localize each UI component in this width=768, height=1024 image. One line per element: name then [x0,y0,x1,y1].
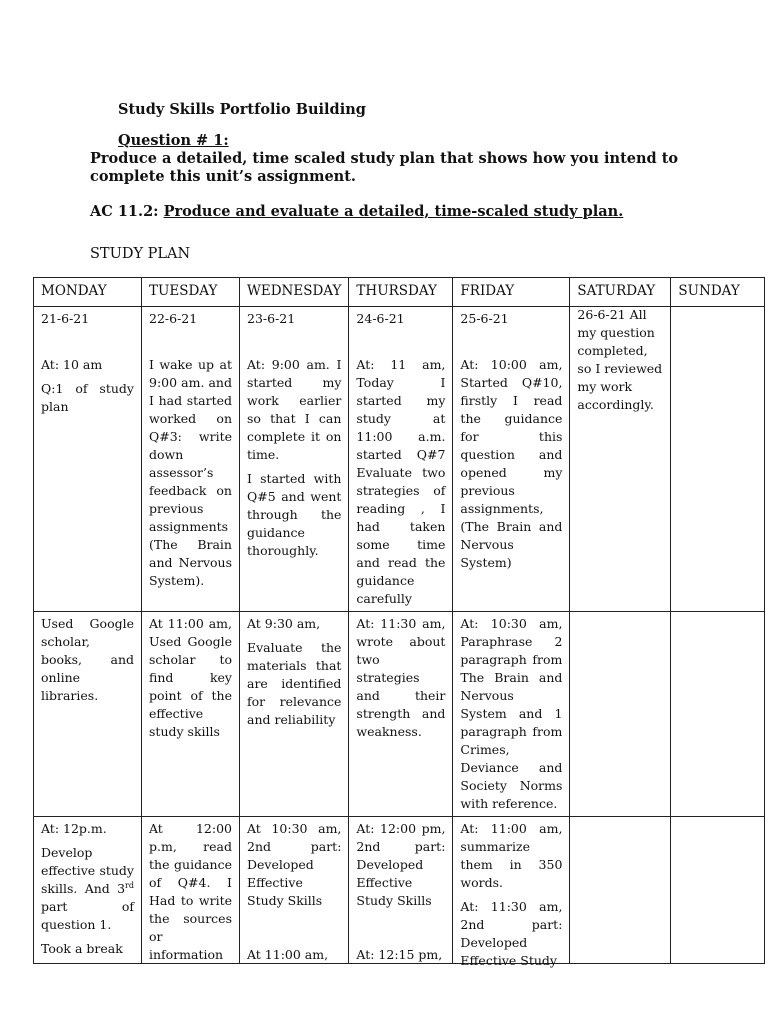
cell-tue-r1 [142,307,240,612]
header-monday: MONDAY [34,278,142,307]
cell-text: At 11:00 am, [247,947,329,962]
table-row [34,612,765,817]
time-text: At 9:30 am, [247,616,321,631]
cell-tue-r2 [142,612,240,817]
study-plan-table [33,277,765,968]
time-text: At: 10 am [41,357,103,372]
date-text: 24-6-21 [356,311,405,326]
cell-text: At: 12:15 pm, [356,947,443,962]
cell-text: I wake up at 9:00 am. and I had started worked on Q#3: write down assessor’s feedback on previous assignments (The Brain and Nervous System). [149,357,232,588]
table-row [34,307,765,612]
cell-text: At: 11:30 am, 2nd part: Developed Effective Study [460,899,563,968]
cell-sat-r2 [570,612,671,817]
cell-text: At 11:00 am, Used Google scholar to find key point of the effective study skills [149,616,232,739]
date-text: 25-6-21 [460,311,509,326]
cell-thu-r3 [349,817,453,964]
ac-label: AC 11.2: [90,203,164,220]
study-plan-label: STUDY PLAN [90,246,191,262]
header-friday: FRIDAY [453,278,570,307]
cell-text: I started with Q#5 and went through the guidance thoroughly. [247,471,342,558]
cell-text: At: 10:00 am, Started Q#10, firstly I read the guidance for this question and opened my previous assignments, (The Brain and Nervous System) [460,357,563,570]
cell-text: At: 10:30 am, Paraphrase 2 paragraph from The Brain and Nervous System and 1 paragraph from Crimes, Deviance and Society Norms with reference. [460,616,563,811]
table-header-row [34,278,765,307]
cell-text: At: 11 am, Today I started my study at 11:00 a.m. started Q#7 Evaluate two strategies of reading , I had taken some time and read the guidance carefully [356,357,446,606]
cell-text: At: 11:30 am, wrote about two strategies and their strength and weakness. [356,616,446,739]
superscript: rd [125,880,134,890]
header-thursday: THURSDAY [349,278,453,307]
question-heading: Question # 1: [118,132,229,149]
date-text: 23-6-21 [247,311,296,326]
cell-sat-r3 [570,817,671,964]
cell-mon-r3 [34,817,142,964]
cell-wed-r3 [240,817,349,964]
header-tuesday: TUESDAY [142,278,240,307]
cell-text: Evaluate the materials that are identified for relevance and reliability [247,640,342,727]
cell-mon-r1 [34,307,142,612]
header-sunday: SUNDAY [671,278,765,307]
cell-text: Took a break [41,941,123,956]
cell-text: At: 9:00 am. I started my work earlier so that I can complete it on time. [247,357,342,462]
cell-text: At: 11:00 am, summarize them in 350 words. [460,821,563,890]
cell-thu-r2 [349,612,453,817]
ac-line [90,203,623,220]
cell-fri-r3 [453,817,570,968]
header-saturday: SATURDAY [570,278,671,307]
cell-wed-r1 [240,307,349,612]
date-text: 22-6-21 [149,311,198,326]
cell-text-part: part of question 1. [41,899,134,932]
cell-sat-r1 [570,307,671,612]
cell-text-part: Develop effective study skills. And 3 [41,845,134,896]
cell-tue-r3 [142,817,240,964]
question-text: Produce a detailed, time scaled study plan that shows how you intend to complete this unit’s assignment. [90,150,679,185]
time-text: At: 12p.m. [41,821,107,836]
cell-text: At 12:00 p.m, read the guidance of Q#4. I Had to write the sources or information [149,821,232,962]
cell-sun-r2 [671,612,765,817]
cell-text: At: 12:00 pm, 2nd part: Developed Effective Study Skills [356,821,446,908]
cell-mon-r2 [34,612,142,817]
cell-text: Q:1 of study plan [41,381,134,414]
cell-wed-r2 [240,612,349,817]
ac-text: Produce and evaluate a detailed, time-scaled study plan. [163,203,624,220]
cell-text: Used Google scholar, books, and online libraries. [41,616,134,703]
document-title: Study Skills Portfolio Building [118,101,366,118]
header-wednesday: WEDNESDAY [240,278,349,307]
cell-text: 26-6-21 All my question completed, so I reviewed my work accordingly. [577,307,663,412]
date-text: 21-6-21 [41,311,90,326]
cell-text: At 10:30 am, 2nd part: Developed Effective Study Skills [247,821,342,908]
cell-sun-r1 [671,307,765,612]
cell-fri-r1 [453,307,570,612]
cell-sun-r3 [671,817,765,964]
cell-thu-r1 [349,307,453,612]
cell-fri-r2 [453,612,570,817]
cell-text [41,844,134,934]
table-row [34,817,765,964]
